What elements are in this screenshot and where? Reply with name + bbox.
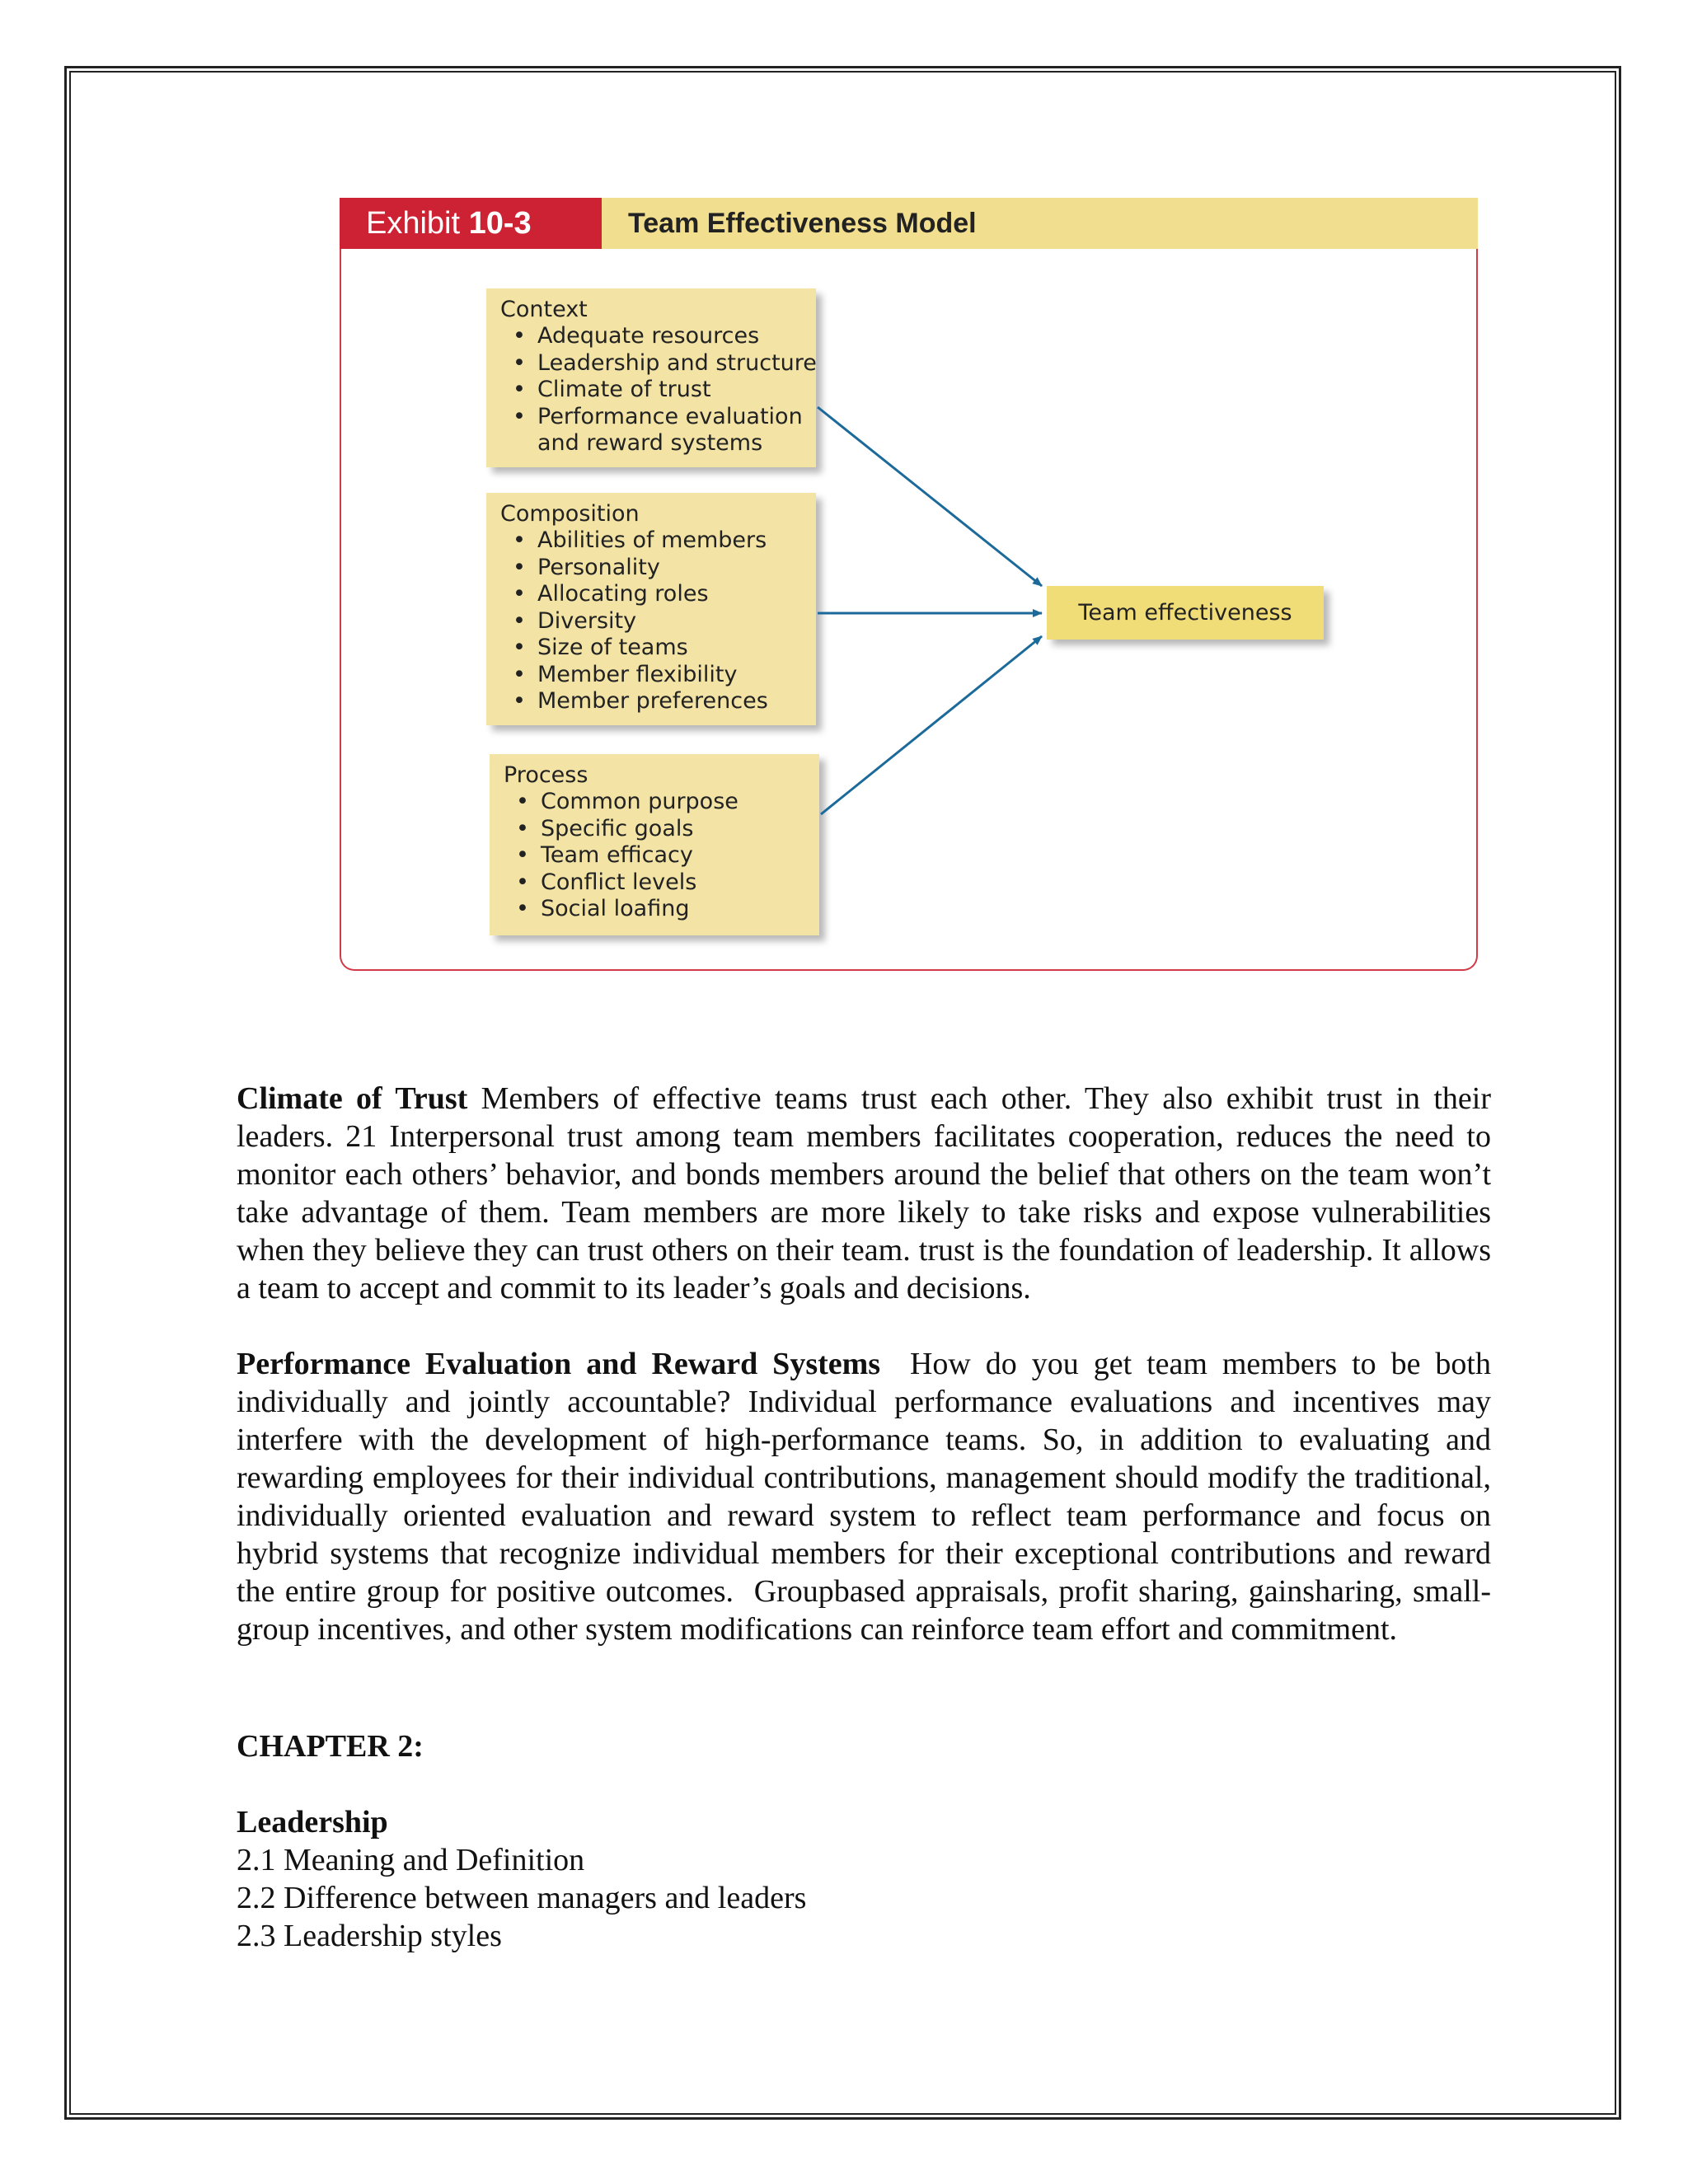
- chapter-heading: CHAPTER 2:: [237, 1729, 424, 1764]
- performance-evaluation-heading: Performance Evaluation and Reward Systems: [237, 1347, 881, 1381]
- composition-item: • Abilities of members: [500, 527, 816, 555]
- context-item-continuation: and reward systems: [537, 430, 763, 456]
- composition-item: • Member preferences: [500, 688, 816, 715]
- climate-of-trust-paragraph: [237, 1080, 1491, 1307]
- arrow-context: [818, 407, 1042, 586]
- toc-item: 2.2 Difference between managers and leaders: [237, 1881, 807, 1915]
- composition-item: • Personality: [500, 555, 816, 582]
- composition-item: • Size of teams: [500, 635, 816, 662]
- toc-item: 2.3 Leadership styles: [237, 1919, 502, 1953]
- composition-item: • Diversity: [500, 608, 816, 635]
- arrow-process: [821, 636, 1042, 814]
- performance-evaluation-paragraph: [237, 1345, 1499, 1648]
- context-item: • Leadership and structure: [500, 350, 816, 377]
- leadership-heading: Leadership: [237, 1805, 388, 1840]
- composition-title: Composition: [500, 501, 640, 527]
- performance-evaluation-body: How do you get team members to be both individually and jointly accountable? Individual performance evaluations and incentives may interfere with the development of high-performance teams. So, in addition to evaluating and rewarding employees for their individual contributions, management should modify the traditional, individually oriented evaluation and reward system to reflect team performance and focus on hybrid systems that recognize individual members for their exceptional contributions and reward the entire group for positive outcomes. Groupbased appraisals, profit sharing, gainsharing, small-group incentives, and other system modifications can reinforce team effort and commitment.: [237, 1347, 1499, 1647]
- composition-item: • Member flexibility: [500, 662, 816, 689]
- process-item: • Common purpose: [504, 789, 819, 816]
- context-item: • Adequate resources: [500, 323, 816, 350]
- team-effectiveness-box: Team effectiveness: [1047, 586, 1324, 640]
- exhibit-tag-prefix: Exhibit: [366, 206, 461, 241]
- process-item: • Specific goals: [504, 816, 819, 843]
- process-item: • Social loafing: [504, 896, 819, 923]
- toc-item: 2.1 Meaning and Definition: [237, 1843, 585, 1877]
- context-item: • Performance evaluation: [500, 404, 816, 431]
- exhibit-tag-number: 10-3: [468, 206, 532, 241]
- climate-of-trust-heading: Climate of Trust: [237, 1081, 468, 1116]
- context-title: Context: [500, 297, 588, 322]
- process-item: • Conflict levels: [504, 869, 819, 897]
- process-item: • Team efficacy: [504, 842, 819, 869]
- climate-of-trust-body: Members of effective teams trust each other. They also exhibit trust in their leaders. 21 Interpersonal trust among team members facilitates cooperation, reduces the need to monitor each others’ behavior, and bonds members around the belief that others on the team won’t take advantage of them. Team members are more likely to take risks and expose vulnerabilities when they believe they can trust others on their team. trust is the foundation of leadership. It allows a team to accept and commit to its leader’s goals and decisions.: [237, 1081, 1492, 1305]
- composition-item: • Allocating roles: [500, 581, 816, 608]
- exhibit-title: Team Effectiveness Model: [628, 208, 977, 239]
- process-title: Process: [504, 762, 588, 788]
- context-item: • Climate of trust: [500, 377, 816, 404]
